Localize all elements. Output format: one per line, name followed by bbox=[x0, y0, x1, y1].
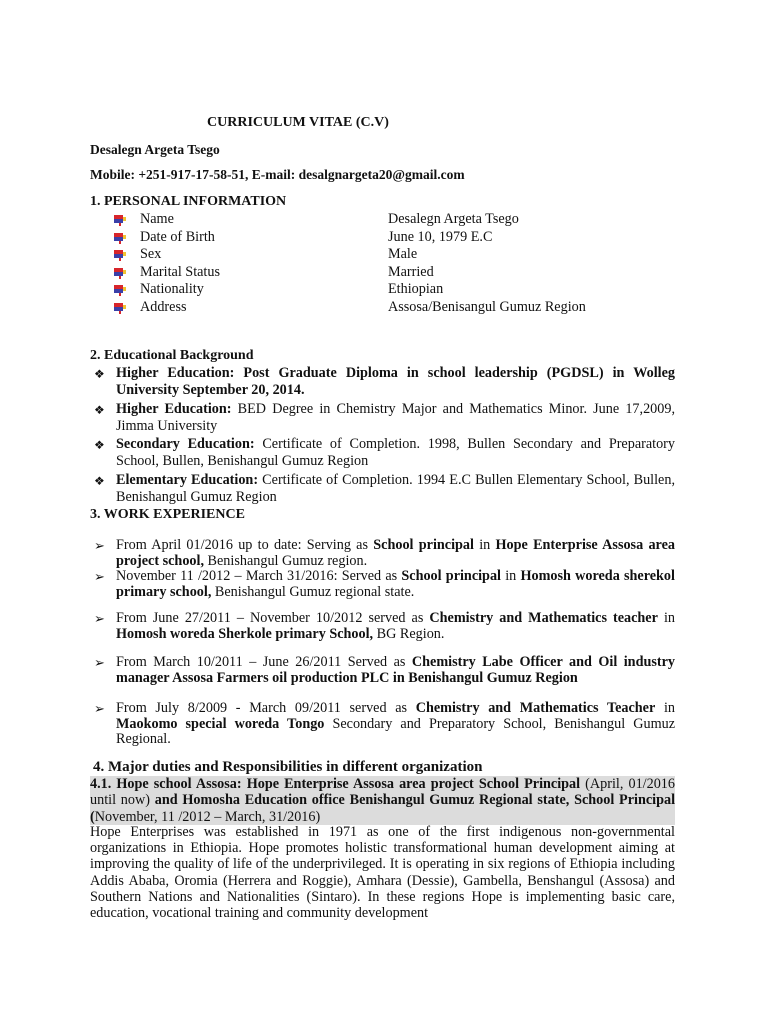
education-detail: Certificate of Completion. 1994 E.C Bullen Elementary School, Bullen, Benishangul Gumuz Region bbox=[116, 472, 675, 505]
education-item bbox=[116, 401, 675, 435]
personal-value: June 10, 1979 E.C bbox=[388, 229, 493, 245]
personal-value: Desalegn Argeta Tsego bbox=[388, 211, 519, 227]
personal-value: Male bbox=[388, 246, 418, 262]
work-item bbox=[116, 701, 675, 748]
personal-label: Marital Status bbox=[140, 264, 220, 280]
personal-label: Sex bbox=[140, 246, 162, 262]
work-text: in bbox=[657, 610, 675, 626]
duties-subheading bbox=[90, 776, 675, 825]
personal-row bbox=[113, 229, 713, 247]
duties-sub-title: and Homosha Education office Benishangul Gumuz Regional state, School Principal ( bbox=[90, 792, 676, 825]
work-text: From June 27/2011 – November 10/2012 served as bbox=[116, 610, 430, 626]
work-text: Benishangul Gumuz regional state. bbox=[211, 583, 415, 600]
personal-value: Assosa/Benisangul Gumuz Region bbox=[388, 299, 586, 315]
flag-bullet-icon bbox=[113, 302, 127, 314]
work-text: BG Region. bbox=[373, 625, 445, 642]
work-text: in bbox=[500, 568, 521, 584]
work-org: Maokomo special woreda Tongo bbox=[116, 715, 325, 732]
work-text: From March 10/2011 – June 26/2011 Served as bbox=[116, 654, 412, 670]
work-text: From July 8/2009 - March 09/2011 served as bbox=[116, 700, 416, 716]
personal-value: Married bbox=[388, 264, 434, 280]
education-heading: 2. Educational Background bbox=[90, 348, 254, 363]
diamond-bullet-icon: ❖ bbox=[94, 474, 105, 488]
arrow-bullet-icon: ➢ bbox=[94, 611, 105, 626]
personal-row bbox=[113, 264, 713, 282]
duties-paragraph: Hope Enterprises was established in 1971 as one of the first indigenous non-governmental organizations in Ethiopia. Hope promotes holistic transformational human development aiming at improving the quality of life of the underprivileged. It is operating in six regions of Ethiopia including Addis Ababa, Oromia (Herrera and Roggie), Amhara (Dessie), Gambella, Benshangul (Assosa) and Southern Nations and Nationalities (Sintaro). In these regions Hope is implementing basic care, education, vocational training and community development bbox=[90, 824, 675, 922]
work-text: November 11 /2012 – March 31/2016: Served as bbox=[116, 568, 402, 584]
flag-bullet-icon bbox=[113, 214, 127, 226]
personal-label: Date of Birth bbox=[140, 229, 215, 245]
work-role: Chemistry and Mathematics teacher bbox=[429, 610, 658, 626]
work-text: in bbox=[473, 537, 496, 553]
work-item bbox=[116, 655, 675, 686]
arrow-bullet-icon: ➢ bbox=[94, 569, 105, 584]
education-item: Higher Education: Post Graduate Diploma in school leadership (PGDSL) in Wolleg University September 20, 2014. bbox=[116, 365, 675, 398]
personal-info-heading: 1. PERSONAL INFORMATION bbox=[90, 194, 287, 209]
work-org: Homosh woreda Sherkole primary School, bbox=[116, 625, 374, 642]
personal-row bbox=[113, 299, 713, 317]
personal-row bbox=[113, 281, 713, 299]
work-org: Hope Enterprise Assosa area project school, bbox=[116, 537, 675, 569]
work-heading: 3. WORK EXPERIENCE bbox=[90, 507, 245, 522]
work-role: Chemistry and Mathematics Teacher bbox=[415, 700, 656, 716]
duties-sub-date: November, 11 /2012 – March, 31/2016) bbox=[94, 808, 321, 825]
arrow-bullet-icon: ➢ bbox=[94, 655, 105, 670]
work-text: Benishangul Gumuz region. bbox=[204, 552, 368, 569]
work-item bbox=[116, 538, 675, 569]
duties-sub-date: (April, 01/2016 until now) bbox=[90, 776, 675, 809]
diamond-bullet-icon: ❖ bbox=[94, 438, 105, 452]
education-level: Higher Education: bbox=[116, 401, 232, 417]
flag-bullet-icon bbox=[113, 249, 127, 261]
work-text: in bbox=[655, 700, 675, 716]
work-role: School principal bbox=[373, 537, 474, 553]
education-detail: BED Degree in Chemistry Major and Mathematics Minor. June 17,2009, Jimma University bbox=[116, 401, 675, 434]
personal-value: Ethiopian bbox=[388, 281, 444, 297]
candidate-name: Desalegn Argeta Tsego bbox=[90, 142, 220, 157]
personal-row bbox=[113, 246, 713, 264]
education-level: Secondary Education: bbox=[116, 436, 255, 452]
arrow-bullet-icon: ➢ bbox=[94, 701, 105, 716]
personal-row bbox=[113, 211, 713, 229]
flag-bullet-icon bbox=[113, 284, 127, 296]
education-item bbox=[116, 472, 675, 506]
work-text: Secondary and Preparatory School, Benishangul Gumuz Regional. bbox=[116, 715, 675, 747]
work-text: From April 01/2016 up to date: Serving as bbox=[116, 537, 374, 553]
work-org: Homosh woreda sherekol primary school, bbox=[116, 568, 675, 600]
work-role: School principal bbox=[401, 568, 501, 584]
cv-title: CURRICULUM VITAE (C.V) bbox=[207, 115, 389, 130]
personal-label: Nationality bbox=[140, 281, 204, 297]
flag-bullet-icon bbox=[113, 267, 127, 279]
education-level: Elementary Education: bbox=[116, 472, 259, 488]
work-item bbox=[116, 611, 675, 642]
arrow-bullet-icon: ➢ bbox=[94, 538, 105, 553]
duties-sub-title: 4.1. Hope school Assosa: Hope Enterprise Assosa area project School Principal bbox=[90, 776, 581, 792]
flag-bullet-icon bbox=[113, 232, 127, 244]
work-item bbox=[116, 569, 675, 600]
personal-label: Name bbox=[140, 211, 174, 227]
contact-line: Mobile: +251-917-17-58-51, E-mail: desalgnargeta20@gmail.com bbox=[90, 167, 465, 182]
duties-heading: 4. Major duties and Responsibilities in different organization bbox=[93, 759, 483, 775]
education-detail: Certificate of Completion. 1998, Bullen Secondary and Preparatory School, Bullen, Benishangul Gumuz Region bbox=[116, 436, 675, 469]
work-role: Chemistry Labe Officer and Oil industry manager Assosa Farmers oil production PLC in Benishangul Gumuz Region bbox=[116, 654, 675, 686]
education-item bbox=[116, 436, 675, 470]
personal-label: Address bbox=[140, 299, 187, 315]
diamond-bullet-icon: ❖ bbox=[94, 367, 105, 381]
diamond-bullet-icon: ❖ bbox=[94, 403, 105, 417]
